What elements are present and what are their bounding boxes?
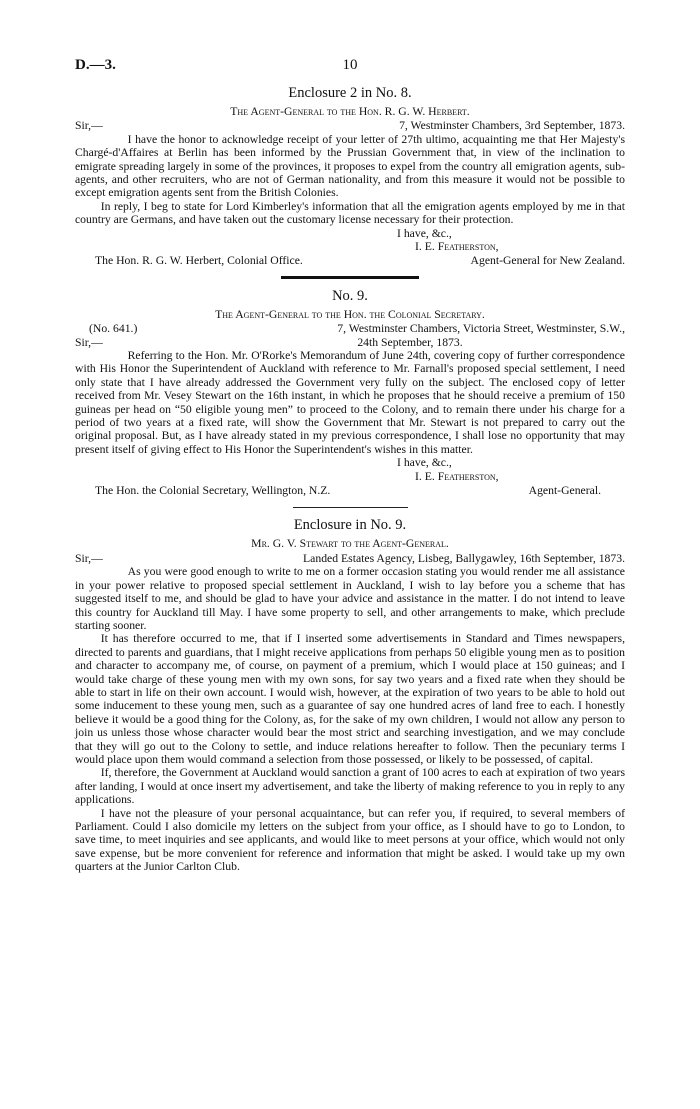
enclosure-2-no-8 — [75, 84, 625, 268]
reference-row — [75, 322, 625, 335]
recipient-row — [75, 484, 625, 497]
letter-paragraph: I have not the pleasure of your personal acquaintance, but can refer you, if required, to several members of Parliament. Could I also domicile my letters on the subject from your office, as I should have to go to London, to save time, to meet inquiries and see applicants, and would like to meet persons at your office, which would not only save expense, but be more convenient for reference and information that might be asked. I would take up my own quarters at the Junior Carlton Club. — [75, 806, 625, 874]
reference-number: (No. 641.) — [89, 322, 138, 336]
section-subtitle: The Agent-General to the Hon. R. G. W. Herbert. — [230, 105, 470, 118]
date: 24th September, 1873. — [357, 335, 463, 349]
signer-title: Agent-General for New Zealand. — [470, 254, 625, 268]
salutation-row — [75, 119, 625, 132]
letter-paragraph: As you were good enough to write to me on a former occasion stating you would render me all assistance in your power relative to proposed special settlement in Auckland, I wish to lay before you a scheme that has suggested itself to me, and should be glad to have your advice and assistance in the matter. I do not intend to leave this country for Auckland till May. I have some property to sell, and other arrangements to make, which preclude starting sooner. — [75, 565, 625, 632]
signer-title: Agent-General. — [528, 484, 601, 498]
letter-paragraph: I have the honor to acknowledge receipt of your letter of 27th ultimo, acquainting me that Her Majesty's Chargé-d'Affaires at Berlin has been informed by the Prussian Government that, in view of the inclination to emigrate spreading largely in some of the provinces, it proposes to expel from the country all emigration agents, sub-agents, and other recruiters, who are not of German nationality, and from this measure it would not be possible to except emigration agents sent from the British Colonies. — [75, 132, 625, 200]
salutation-row — [75, 336, 625, 349]
page-number: 10 — [342, 57, 358, 73]
letter-paragraph: Referring to the Hon. Mr. O'Rorke's Memorandum of June 24th, covering copy of further correspondence with His Honor the Superintendent of Auckland with reference to Mr. Farnall's proposed special settlement, I need only state that I have already addressed the Government very fully on the subject. The enclosed copy of letter received from Mr. Vesey Stewart on the 16th instant, in which he proposes that he should receive a premium of 150 guineas per head on “50 eligible young men” to proceed to the Colony, and to remain there under his charge for a period of two years at a fixed rate, will show the Government that Mr. Stewart is not prepared to carry out the original proposal. But, as I have already stated in my previous correspondence, I shall lose no opportunity that may present itself of giving effect to His Honor the Superintendent's wishes in this matter. — [75, 349, 625, 456]
no-9 — [75, 287, 625, 498]
salutation: Sir,— — [75, 551, 103, 565]
letter-paragraph: It has therefore occurred to me, that if I inserted some advertisements in Standard and Times newspapers, directed to parents and guardians, that I might receive applications from perhaps 50 eligible young men as to position and character to accompany me, of course, on payment of a premium, which I would place at 150 guineas; and I would take charge of these young men with my own sons, for say two years and a fixed rate when they should be able to start in life on their own account. I would wish, however, at the expiration of two years to be able to hold out some inducement to these young men, such as a guarantee of say one hundred acres of land free to each. I honestly believe it would be a good thing for the Colony, as, for the sake of my own children, I would not allow any person to join us unless those whose character would bear the most strict and searching investigation, and we may conclude that they will go out to the Colony to settle, and induce relations hereafter to follow. Then the pecuniary terms I would place upon them would command a selection from those possessed, or likely to be possessed, of capital. — [75, 632, 625, 766]
closing-phrase: I have, &c., — [397, 226, 452, 240]
closing — [397, 227, 625, 254]
letter-paragraph: If, therefore, the Government at Auckland would sanction a grant of 100 acres to each at expiration of two years after landing, I would at once insert my advertisement, and take the liberty of making reference to you in reply to any applications. — [75, 766, 625, 807]
closing-phrase: I have, &c., — [397, 456, 452, 470]
section-title: Enclosure 2 in No. 8. — [288, 85, 412, 101]
section-subtitle: The Agent-General to the Hon. the Colonial Secretary. — [215, 307, 485, 321]
salutation: Sir,— — [75, 335, 103, 349]
salutation: Sir,— — [75, 119, 103, 133]
salutation-row — [75, 552, 625, 565]
section-divider — [293, 507, 408, 508]
recipient: The Hon. the Colonial Secretary, Wellington, N.Z. — [95, 484, 331, 498]
letter-paragraph: In reply, I beg to state for Lord Kimberley's information that all the emigration agents employed by me in that country are Germans, and have taken out the customary license necessary for their protection. — [75, 199, 625, 227]
document-reference: D.—3. — [75, 57, 116, 73]
section-divider — [281, 276, 419, 279]
signature: I. E. Featherston, — [415, 469, 499, 483]
section-subtitle: Mr. G. V. Stewart to the Agent-General. — [251, 537, 449, 551]
section-title: No. 9. — [332, 287, 368, 304]
address: 7, Westminster Chambers, Victoria Street, Westminster, S.W., — [337, 322, 625, 336]
recipient-row — [75, 254, 625, 267]
signature: I. E. Featherston, — [415, 240, 499, 254]
document-body — [75, 84, 625, 874]
recipient: The Hon. R. G. W. Herbert, Colonial Office. — [95, 254, 303, 268]
closing — [397, 456, 625, 483]
dateline: 7, Westminster Chambers, 3rd September, 1873. — [399, 119, 625, 133]
page-header — [75, 57, 625, 77]
dateline: Landed Estates Agency, Lisbeg, Ballygawley, 16th September, 1873. — [303, 551, 625, 565]
enclosure-no-9 — [75, 516, 625, 873]
section-title: Enclosure in No. 9. — [293, 517, 407, 534]
